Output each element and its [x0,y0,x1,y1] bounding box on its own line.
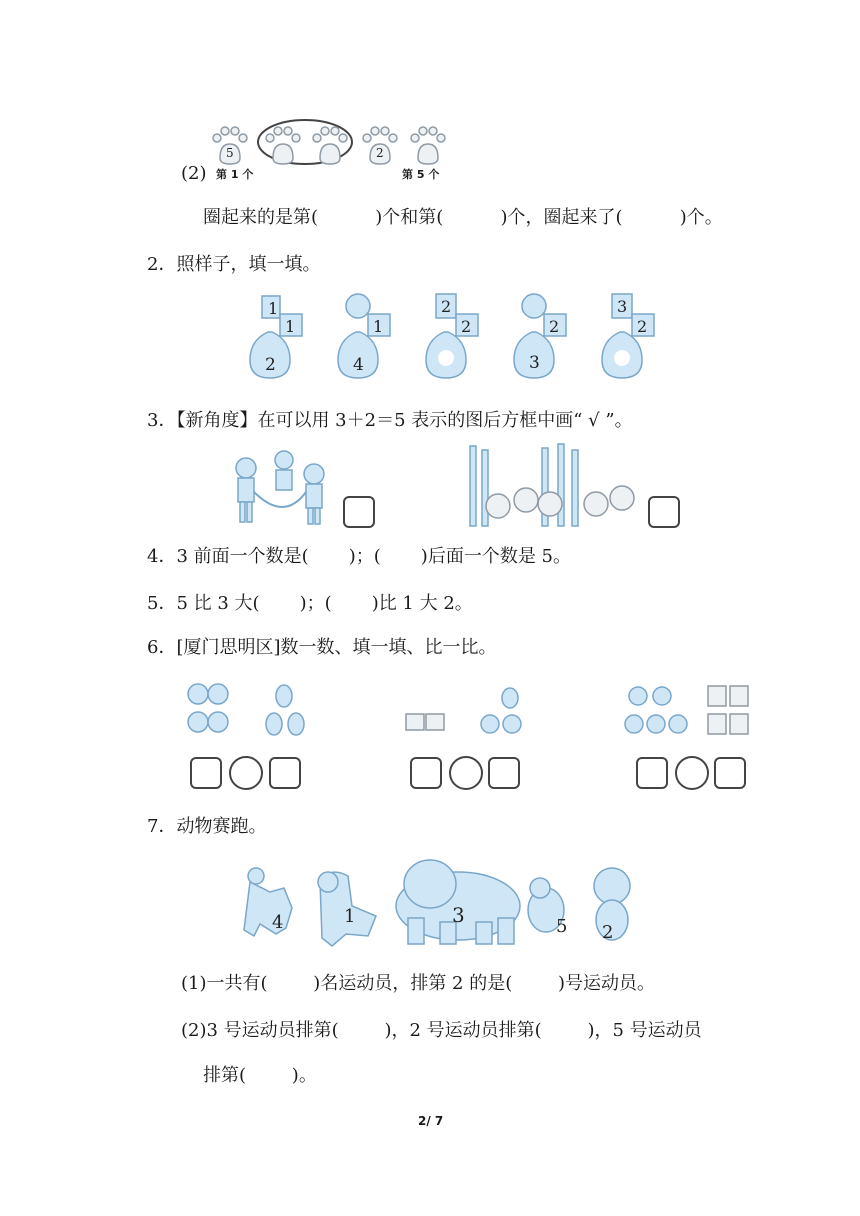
q1-part2-sentence: 圈起来的是第( )个和第( )个，圈起来了( )个。 [203,207,723,228]
fifth-position-label: 第 5 个 [402,168,440,181]
paw-print-1 [213,127,247,164]
horse-runner [318,872,376,946]
q3-answer-box-2[interactable] [648,496,680,528]
monkey-runner [594,868,630,943]
svg-text:5: 5 [556,916,568,937]
vases-illustration [240,292,680,392]
fruits-group-3 [622,680,758,740]
q3-answer-box-1[interactable] [343,496,375,528]
children-jump-rope-illustration [226,448,336,528]
q6-g2-box-right[interactable] [488,757,520,789]
paw-print-5 [411,127,445,164]
elephant-runner [396,860,520,944]
vase-2 [338,294,390,378]
svg-text:3: 3 [452,903,465,927]
q6-g1-compare-circle[interactable] [229,756,263,790]
q6-g1-box-left[interactable] [190,757,222,789]
deer-runner [244,868,292,936]
q4-text: 4．3 前面一个数是( )；( )后面一个数是 5。 [147,546,571,567]
q6-g1-box-right[interactable] [269,757,301,789]
q7-sub2-line1: (2)3 号运动员排第( )，2 号运动员排第( )，5 号运动员 [181,1020,702,1041]
svg-text:2: 2 [602,922,614,943]
q6-title: 6．[厦门思明区]数一数、填一填、比一比。 [147,637,497,658]
q6-g3-compare-circle[interactable] [675,756,709,790]
q6-group-1-pictures [184,680,314,740]
q6-g3-box-left[interactable] [636,757,668,789]
paw-print-4 [363,127,397,164]
q3-picture-pandas [462,440,642,528]
svg-text:1: 1 [268,299,279,318]
q1-part2-label: (2) [181,163,207,184]
svg-text:2: 2 [265,355,276,375]
svg-text:4: 4 [353,355,364,375]
q3-title: 3．【新角度】在可以用 3＋2＝5 表示的图后方框中画“ √ ”。 [147,410,633,431]
q7-title: 7．动物赛跑。 [147,816,267,837]
q2-title: 2．照样子，填一填。 [147,254,321,275]
svg-text:2: 2 [376,146,384,160]
svg-text:2: 2 [461,317,472,336]
fruits-group-2 [402,680,532,740]
squirrel-runner [528,878,567,937]
q6-group-3-pictures [622,680,758,740]
q7-sub2-line2: 排第( )。 [203,1065,317,1086]
fruits-group-1 [184,680,314,740]
svg-text:2: 2 [637,317,648,336]
q6-g2-compare-circle[interactable] [449,756,483,790]
q7-sub1: (1)一共有( )名运动员，排第 2 的是( )号运动员。 [181,973,656,994]
first-position-label: 第 1 个 [216,168,254,181]
q7-animals [240,852,640,948]
vase-5 [602,294,654,378]
pandas-bamboo-illustration [462,440,642,528]
svg-text:2: 2 [441,297,452,316]
q6-g3-box-right[interactable] [714,757,746,789]
svg-text:3: 3 [529,353,540,373]
vase-1 [250,296,302,378]
svg-text:4: 4 [272,912,284,933]
svg-text:5: 5 [226,146,234,160]
animal-race-illustration [240,852,640,948]
svg-text:1: 1 [344,906,356,927]
q5-text: 5．5 比 3 大( )；( )比 1 大 2。 [147,593,473,614]
svg-text:3: 3 [617,297,628,316]
paw-print-2 [266,127,300,164]
q3-picture-children [226,448,336,528]
svg-text:1: 1 [285,317,296,336]
vase-3 [426,294,478,378]
q6-group-2-pictures [402,680,532,740]
q2-vases [240,292,680,392]
q6-g2-box-left[interactable] [410,757,442,789]
vase-4 [514,294,566,378]
svg-text:2: 2 [549,317,560,336]
page-number: 2/ 7 [418,1114,444,1128]
paw-print-3 [313,127,347,164]
svg-text:1: 1 [373,317,384,336]
